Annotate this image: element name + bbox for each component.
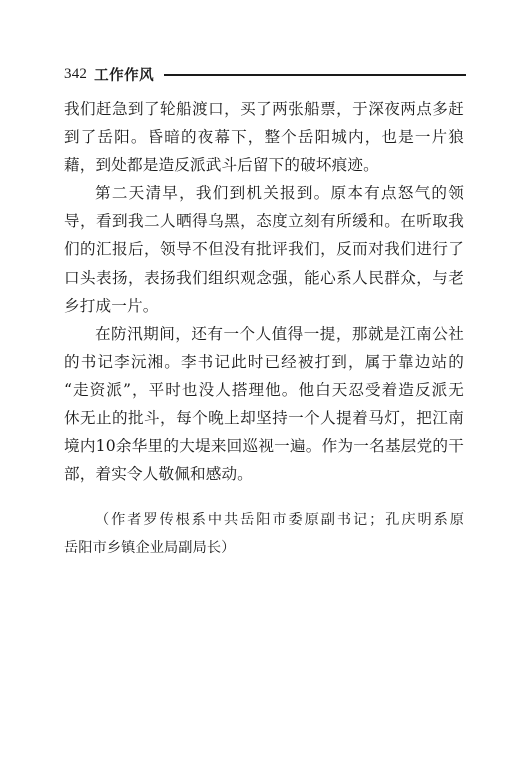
body-line: 的书记李沅湘。李书记此时已经被打到，属于靠边站的 (64, 352, 464, 371)
note-line: （作者罗传根系中共岳阳市委原副书记；孔庆明系原 (95, 512, 464, 528)
body-text (64, 95, 464, 488)
body-line: 乡打成一片。 (64, 296, 159, 315)
note-line: 岳阳市乡镇企业局副局长） (64, 540, 236, 556)
body-line: 我们赶急到了轮船渡口，买了两张船票，于深夜两点多赶 (64, 100, 464, 118)
body-line: 到了岳阳。昏暗的夜幕下，整个岳阳城内，也是一片狼 (64, 128, 464, 147)
header-rule (164, 74, 466, 76)
author-note (64, 506, 464, 562)
body-line: 藉，到处都是造反派武斗后留下的破坏痕迹。 (64, 156, 379, 175)
running-title: 工作作风 (94, 67, 155, 84)
body-line: 境内10余华里的大堤来回巡视一遍。作为一名基层党的干 (64, 437, 464, 456)
body-line: 口头表扬，表扬我们组织观念强，能心系人民群众，与老 (64, 268, 464, 287)
body-line: 导，看到我二人晒得乌黑，态度立刻有所缓和。在听取我 (64, 212, 464, 231)
body-line: 在防汛期间，还有一个人值得一提，那就是江南公社 (95, 324, 464, 343)
page-header (64, 62, 466, 86)
body-line: 休无止的批斗，每个晚上却坚持一个人提着马灯，把江南 (64, 409, 464, 428)
body-line: 部，着实令人敬佩和感动。 (64, 465, 253, 484)
body-line: 们的汇报后，领导不但没有批评我们，反而对我们进行了 (64, 240, 464, 259)
page-number: 342 (64, 65, 88, 82)
body-line: “走资派”，平时也没人搭理他。他白天忍受着造反派无 (64, 380, 464, 399)
body-line: 第二天清早，我们到机关报到。原本有点怒气的领 (95, 184, 464, 203)
